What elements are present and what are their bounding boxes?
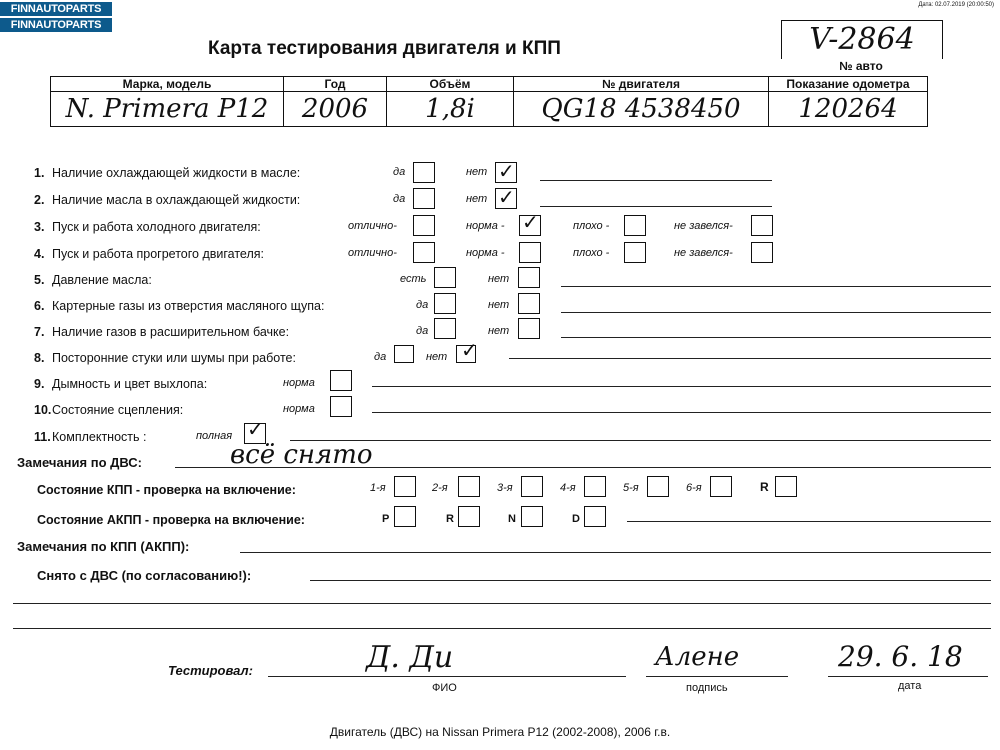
- q6-option-no: нет: [488, 299, 510, 311]
- value-engine-number: QG18 4538450: [514, 92, 769, 127]
- answer-line: [561, 286, 991, 287]
- gear-checkbox-r[interactable]: [775, 476, 797, 497]
- label-odometer: Показание одометра: [769, 77, 928, 92]
- gear-label-5: 5-я: [623, 482, 639, 494]
- gear-label-1: 1-я: [370, 482, 386, 494]
- check-mark-icon: ✓: [461, 338, 478, 362]
- q4-checkbox-no-start[interactable]: [751, 242, 773, 263]
- vehicle-info-table: [50, 76, 928, 127]
- q2-option-no: нет: [466, 193, 488, 205]
- auto-gear-checkbox-r[interactable]: [458, 506, 480, 527]
- auto-gear-checkbox-n[interactable]: [521, 506, 543, 527]
- q10-checkbox-normal[interactable]: [330, 396, 352, 417]
- value-volume: 1,8i: [387, 92, 514, 127]
- answer-line: [540, 180, 772, 181]
- question-7: 7. Наличие газов в расширительном бачке:: [34, 325, 290, 339]
- q5-checkbox-no[interactable]: [518, 267, 540, 288]
- q4-option-bad: плохо -: [573, 247, 610, 259]
- page-title: Карта тестирования двигателя и КПП: [208, 38, 561, 59]
- gearbox-remarks-label: Замечания по КПП (АКПП):: [17, 539, 190, 554]
- gear-checkbox-4[interactable]: [584, 476, 606, 497]
- check-mark-icon: ✓: [522, 210, 539, 234]
- q3-option-bad: плохо -: [573, 220, 610, 232]
- tester-signature: Алене: [655, 642, 740, 672]
- label-year: Год: [284, 77, 387, 92]
- q4-option-normal: норма -: [466, 247, 505, 259]
- auto-gear-checkbox-p[interactable]: [394, 506, 416, 527]
- check-mark-icon: ✓: [498, 185, 515, 209]
- tester-name-handwritten: Д. Ди: [366, 640, 454, 675]
- q3-checkbox-no-start[interactable]: [751, 215, 773, 236]
- label-engine-number: № двигателя: [514, 77, 769, 92]
- q6-checkbox-no[interactable]: [518, 293, 540, 314]
- q2-checkbox-no[interactable]: [495, 185, 517, 209]
- q5-option-yes: есть: [400, 273, 427, 285]
- question-3: 3. Пуск и работа холодного двигателя:: [34, 220, 261, 234]
- gear-checkbox-6[interactable]: [710, 476, 732, 497]
- answer-line: [646, 676, 788, 677]
- auto-gear-label-n: N: [508, 513, 516, 525]
- car-number-label: № авто: [839, 59, 883, 73]
- question-1: 1. Наличие охлаждающей жидкости в масле:: [34, 166, 301, 180]
- auto-gear-checkbox-d[interactable]: [584, 506, 606, 527]
- test-date-handwritten: 29. 6. 18: [838, 640, 963, 673]
- q8-option-yes: да: [374, 351, 387, 363]
- q6-option-yes: да: [416, 299, 429, 311]
- q5-checkbox-yes[interactable]: [434, 267, 456, 288]
- gear-label-r: R: [760, 480, 769, 494]
- q11-option-complete: полная: [196, 430, 233, 442]
- q3-checkbox-bad[interactable]: [624, 215, 646, 236]
- value-make-model: N. Primera P12: [51, 92, 284, 127]
- q4-checkbox-normal[interactable]: [519, 242, 541, 263]
- logo: FINNAUTOPARTS: [0, 18, 112, 32]
- gearbox-check-label: Состояние КПП - проверка на включение:: [37, 483, 296, 497]
- q3-option-no-start: не завелся-: [674, 220, 733, 232]
- question-5: 5. Давление масла:: [34, 273, 152, 287]
- answer-line: [372, 412, 991, 413]
- q1-option-yes: да: [393, 166, 406, 178]
- q8-option-no: нет: [426, 351, 448, 363]
- answer-line: [290, 440, 991, 441]
- question-11: 11.Комплектность :: [34, 430, 147, 444]
- q3-option-excellent: отлично-: [348, 220, 397, 232]
- q4-option-excellent: отлично-: [348, 247, 397, 259]
- gear-label-4: 4-я: [560, 482, 576, 494]
- answer-line: [627, 521, 991, 522]
- answer-line: [540, 206, 772, 207]
- question-2: 2. Наличие масла в охлаждающей жидкости:: [34, 193, 301, 207]
- gear-checkbox-3[interactable]: [521, 476, 543, 497]
- check-mark-icon: ✓: [247, 417, 264, 441]
- q9-checkbox-normal[interactable]: [330, 370, 352, 391]
- answer-line: [175, 467, 991, 468]
- auto-gear-label-d: D: [572, 513, 580, 525]
- fio-label: ФИО: [432, 682, 457, 694]
- answer-line: [13, 603, 991, 604]
- q3-option-normal: норма -: [466, 220, 505, 232]
- engine-remarks-value: всё снято: [230, 440, 373, 470]
- label-make-model: Марка, модель: [51, 77, 284, 92]
- q4-option-no-start: не завелся-: [674, 247, 733, 259]
- engine-remarks-label: Замечания по ДВС:: [17, 455, 142, 470]
- q3-checkbox-normal[interactable]: [519, 210, 541, 236]
- auto-gear-label-r: R: [446, 513, 454, 525]
- q1-checkbox-no[interactable]: [495, 159, 517, 183]
- answer-line: [561, 312, 991, 313]
- image-caption: Двигатель (ДВС) на Nissan Primera P12 (2002-2008), 2006 г.в.: [329, 725, 671, 739]
- logo: FINNAUTOPARTS: [0, 2, 112, 16]
- question-9: 9. Дымность и цвет выхлопа:: [34, 377, 208, 391]
- auto-gear-label-p: P: [382, 513, 390, 525]
- q6-checkbox-yes[interactable]: [434, 293, 456, 314]
- q3-checkbox-excellent[interactable]: [413, 215, 435, 236]
- tested-by-label: Тестировал:: [168, 663, 253, 678]
- q7-checkbox-yes[interactable]: [434, 318, 456, 339]
- value-year: 2006: [284, 92, 387, 127]
- signature-label: подпись: [686, 682, 728, 694]
- answer-line: [372, 386, 991, 387]
- date-stamp: Дата: 02.07.2019 (20:00:50): [918, 2, 994, 8]
- answer-line: [268, 676, 626, 677]
- value-odometer: 120264: [769, 92, 928, 127]
- q1-option-no: нет: [466, 166, 488, 178]
- auto-gearbox-check-label: Состояние АКПП - проверка на включение:: [37, 513, 305, 527]
- q9-option-normal: норма: [283, 377, 315, 389]
- answer-line: [828, 676, 988, 677]
- answer-line: [509, 358, 991, 359]
- gear-label-2: 2-я: [432, 482, 448, 494]
- question-4: 4. Пуск и работа прогретого двигателя:: [34, 247, 264, 261]
- question-6: 6. Картерные газы из отверстия масляного щупа:: [34, 299, 325, 313]
- answer-line: [310, 580, 991, 581]
- car-number-value: V-2864: [781, 20, 943, 59]
- q8-checkbox-no[interactable]: [456, 338, 478, 363]
- q10-option-normal: норма: [283, 403, 315, 415]
- gear-label-3: 3-я: [497, 482, 513, 494]
- q4-checkbox-excellent[interactable]: [413, 242, 435, 263]
- label-volume: Объём: [387, 77, 514, 92]
- removed-label: Снято с ДВС (по согласованию!):: [37, 568, 252, 583]
- gear-checkbox-2[interactable]: [458, 476, 480, 497]
- q1-checkbox-yes[interactable]: [413, 162, 435, 183]
- q4-checkbox-bad[interactable]: [624, 242, 646, 263]
- check-mark-icon: ✓: [498, 159, 515, 183]
- answer-line: [13, 628, 991, 629]
- answer-line: [240, 552, 991, 553]
- date-label: дата: [898, 680, 922, 692]
- question-10: 10.Состояние сцепления:: [34, 403, 184, 417]
- question-8: 8. Посторонние стуки или шумы при работе:: [34, 351, 296, 365]
- q7-option-no: нет: [488, 325, 510, 337]
- q8-checkbox-yes[interactable]: [394, 345, 414, 363]
- q2-checkbox-yes[interactable]: [413, 188, 435, 209]
- gear-label-6: 6-я: [686, 482, 702, 494]
- q2-option-yes: да: [393, 193, 406, 205]
- gear-checkbox-1[interactable]: [394, 476, 416, 497]
- q7-checkbox-no[interactable]: [518, 318, 540, 339]
- answer-line: [561, 337, 991, 338]
- gear-checkbox-5[interactable]: [647, 476, 669, 497]
- q7-option-yes: да: [416, 325, 429, 337]
- q5-option-no: нет: [488, 273, 510, 285]
